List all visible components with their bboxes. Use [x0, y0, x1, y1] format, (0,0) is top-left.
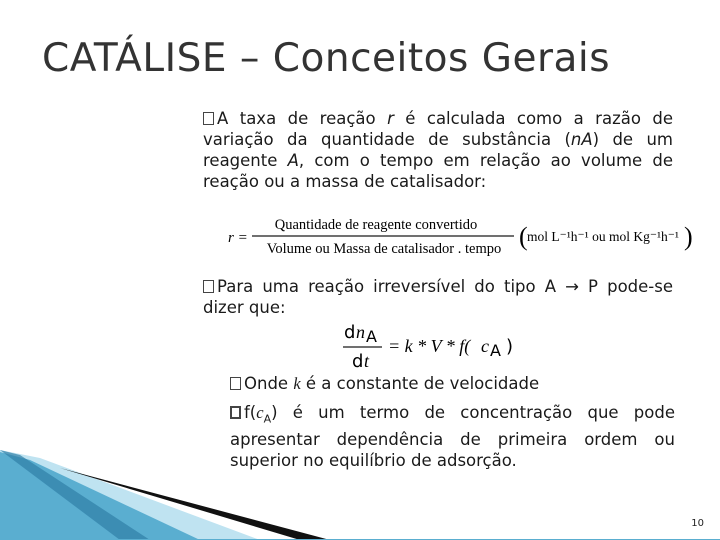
formula1-units: mol L⁻¹h⁻¹ ou mol Kg⁻¹h⁻¹ — [527, 229, 679, 244]
formula1-denominator: Volume ou Massa de catalisador . tempo — [266, 241, 502, 257]
text-segment: f( — [244, 403, 257, 422]
var-r: r — [387, 109, 394, 128]
formula1-numerator: Quantidade de reagente convertido — [274, 217, 478, 233]
bullet-marker-icon — [230, 377, 241, 390]
text-segment: Para uma reação irreversível do tipo A → P pode-se dizer que: — [203, 277, 673, 317]
bullet-marker-icon — [230, 406, 241, 419]
eq-n-sub: A — [366, 327, 377, 346]
var-c: c — [256, 403, 264, 422]
eq-d-bottom: d — [352, 351, 364, 372]
text-segment: , com o tempo em relação ao volume de reação ou a massa de catalisador: — [203, 151, 674, 191]
paren-close: ) — [684, 222, 693, 251]
text-segment: ) é um termo de concentração que pode apresentar dependência de primeira ordem ou superior no equilíbrio de adsorção. — [230, 403, 675, 471]
text-segment: A taxa de reação — [217, 109, 388, 128]
eq-rhs: = k * V * f( — [388, 336, 471, 356]
decorative-swoosh — [0, 450, 720, 540]
eq-c: c — [481, 336, 489, 356]
eq-n: n — [356, 322, 365, 342]
bullet-k-definition — [230, 373, 675, 394]
rate-equation — [340, 316, 540, 372]
var-c-sub: A — [263, 412, 272, 426]
formula1-lhs: r = — [228, 230, 248, 246]
text-segment: ) de um reagente — [203, 130, 673, 170]
var-nA: nA — [570, 130, 593, 149]
paren-open: ( — [519, 222, 528, 251]
bullet-marker-icon — [203, 280, 214, 293]
slide-title: CATÁLISE – Conceitos Gerais — [42, 36, 611, 81]
var-A: A — [287, 151, 299, 170]
bullet-rate-definition — [203, 108, 673, 192]
page-number: 10 — [691, 518, 704, 529]
text-segment: Onde — [244, 374, 294, 393]
text-segment: é a constante de velocidade — [300, 374, 540, 393]
eq-d-top: d — [344, 322, 356, 343]
rate-formula — [226, 214, 696, 260]
eq-close: ) — [506, 336, 514, 357]
bullet-marker-icon — [203, 112, 214, 125]
text-segment: é calculada como a razão de variação da quantidade de substância ( — [203, 109, 674, 149]
eq-t: t — [364, 351, 370, 371]
bullet-irreversible — [203, 276, 673, 318]
var-k: k — [293, 374, 301, 393]
eq-c-sub: A — [490, 341, 501, 360]
